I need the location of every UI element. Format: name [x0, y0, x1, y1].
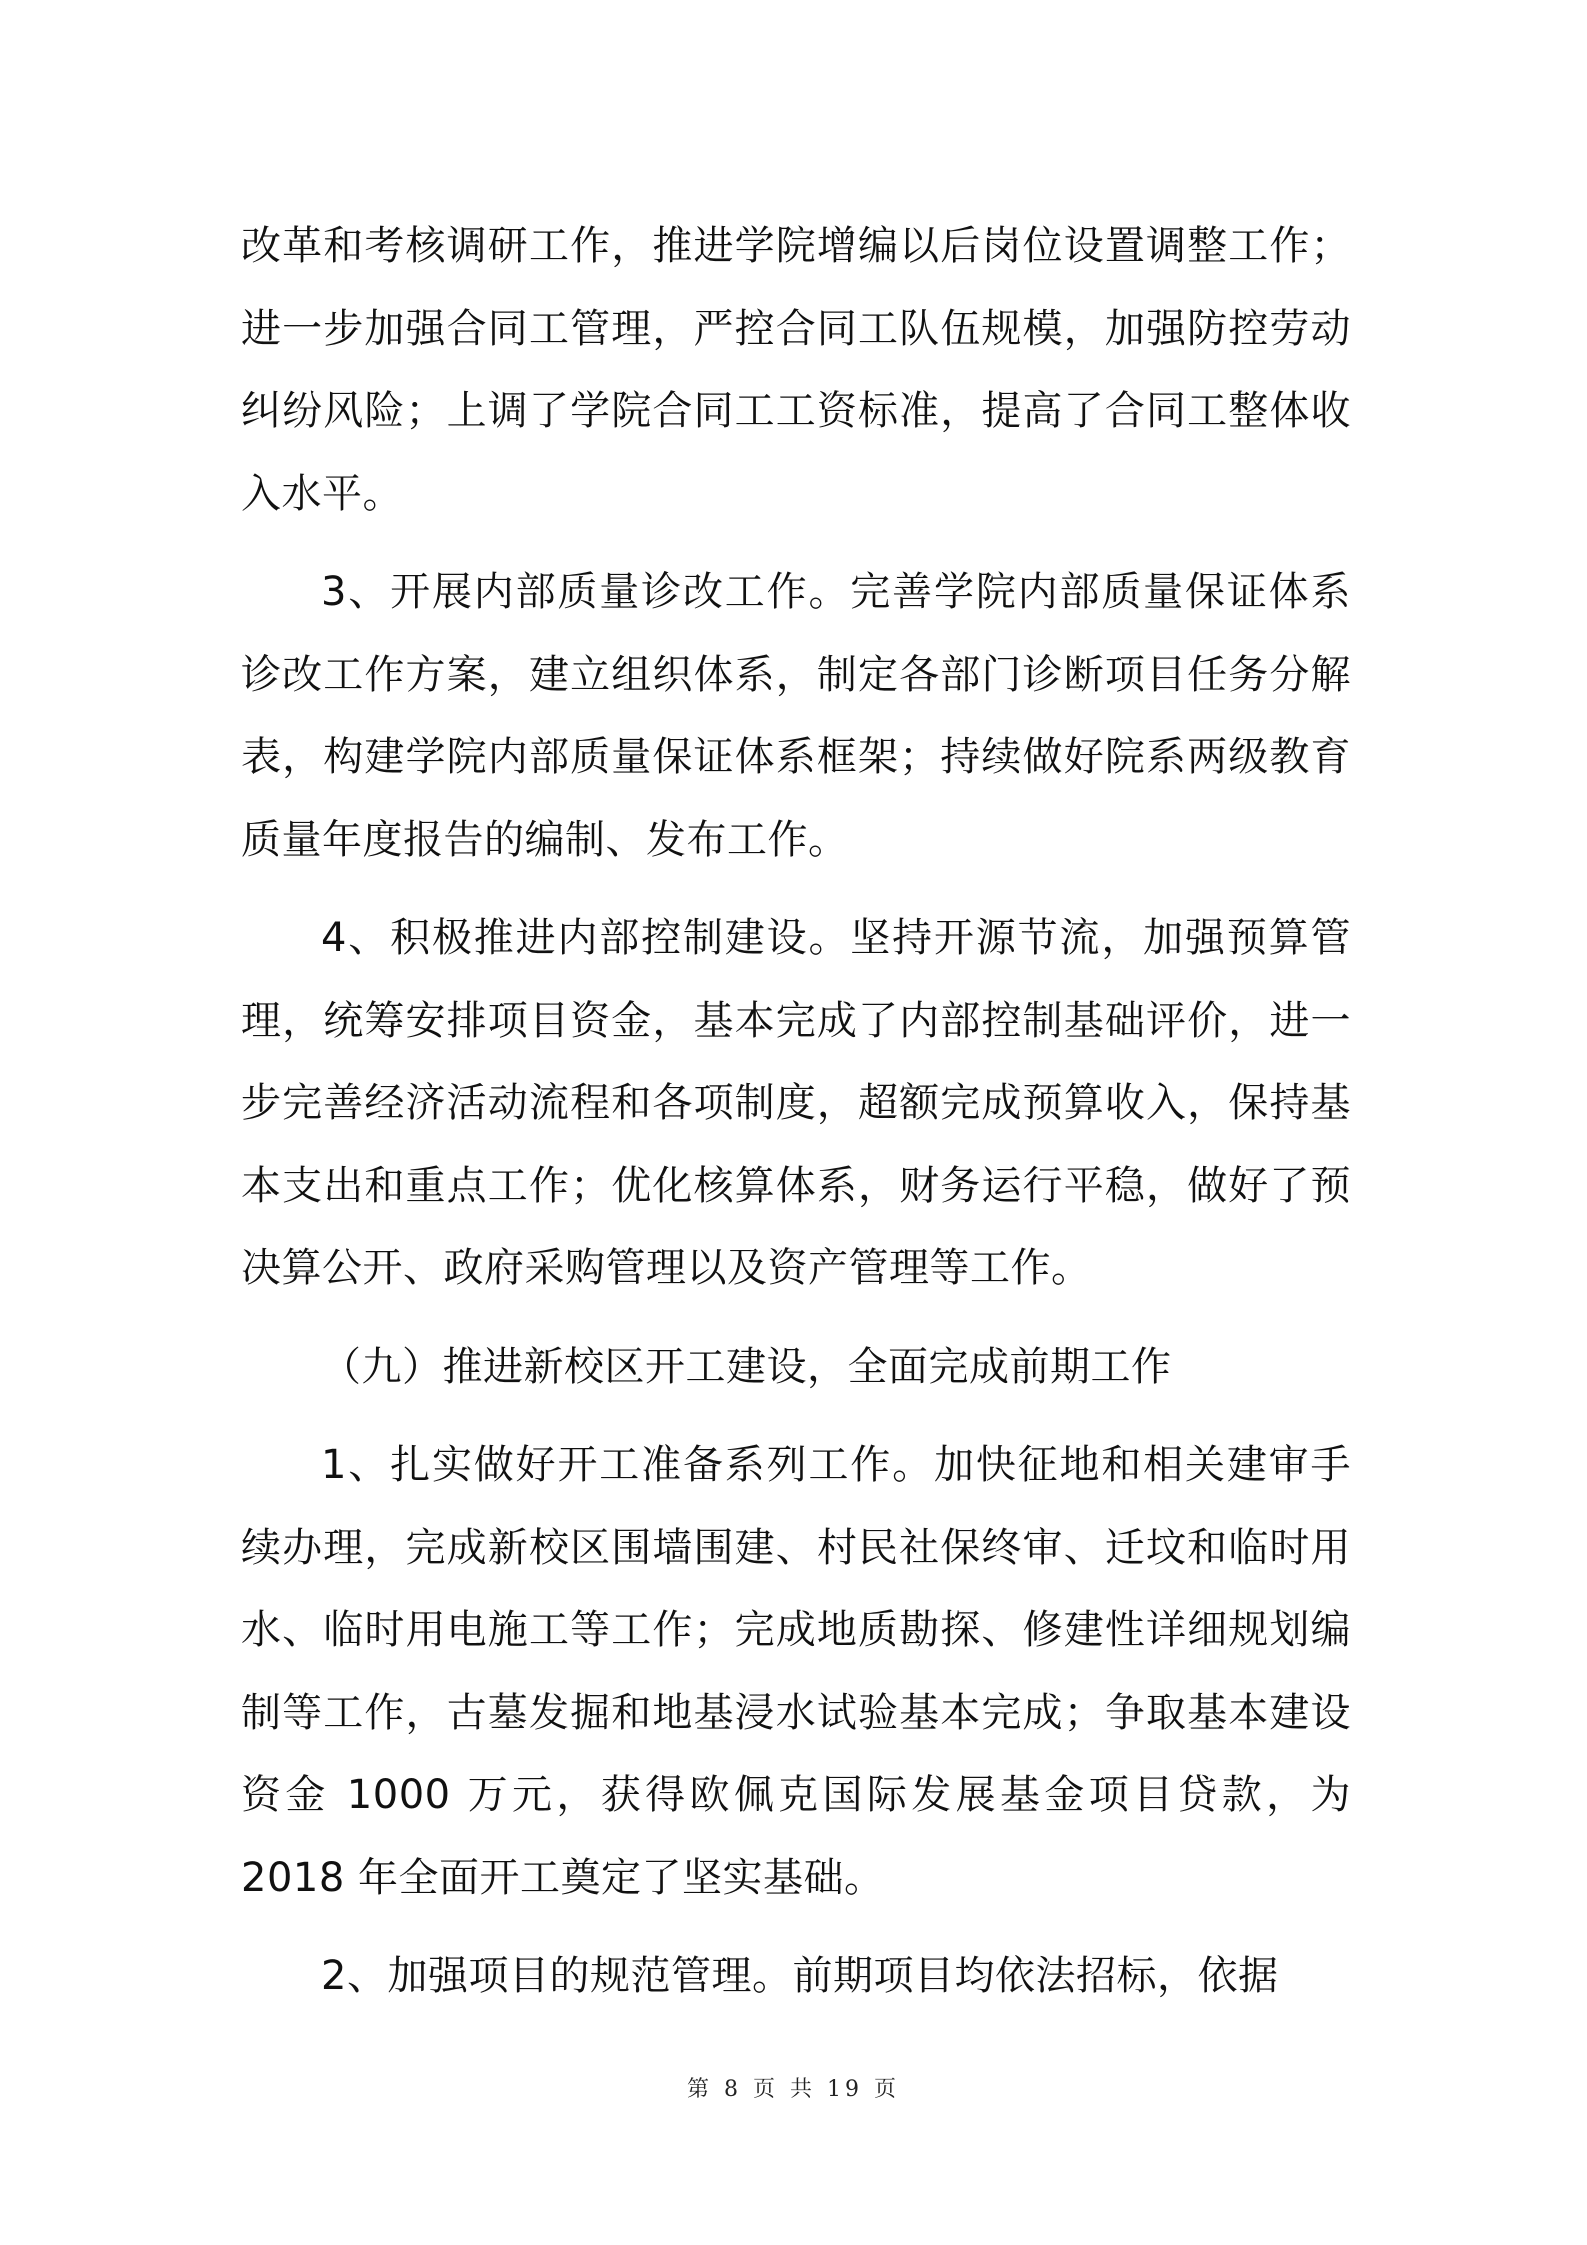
paragraph-1: 改革和考核调研工作，推进学院增编以后岗位设置调整工作；进一步加强合同工管理，严控合同工队伍规模，加强防控劳动纠纷风险；上调了学院合同工工资标准，提高了合同工整体收入水平。 — [241, 223, 1351, 517]
paragraph-2: 3、开展内部质量诊改工作。完善学院内部质量保证体系诊改工作方案，建立组织体系，制定各部门诊断项目任务分解表，构建学院内部质量保证体系框架；持续做好院系两级教育质量年度报告的编制、发布工作。 — [241, 569, 1351, 863]
page-number-footer: 第 8 页 共 19 页 — [687, 2077, 900, 2102]
paragraph-4: 1、扎实做好开工准备系列工作。加快征地和相关建审手续办理，完成新校区围墙围建、村民社保终审、迁坟和临时用水、临时用电施工等工作；完成地质勘探、修建性详细规划编制等工作，古墓发掘和地基浸水试验基本完成；争取基本建设资金 1000 万元，获得欧佩克国际发展基金项目贷款，为 2018 年全面开工奠定了坚实基础。 — [241, 1442, 1351, 1901]
section-heading: （九）推进新校区开工建设，全面完成前期工作 — [321, 1343, 1172, 1390]
paragraph-3: 4、积极推进内部控制建设。坚持开源节流，加强预算管理，统筹安排项目资金，基本完成了内部控制基础评价，进一步完善经济活动流程和各项制度，超额完成预算收入，保持基本支出和重点工作；优化核算体系，财务运行平稳，做好了预决算公开、政府采购管理以及资产管理等工作。 — [241, 915, 1351, 1291]
document-body — [241, 205, 1351, 2018]
paragraph-5: 2、加强项目的规范管理。前期项目均依法招标，依据 — [321, 1953, 1279, 1999]
